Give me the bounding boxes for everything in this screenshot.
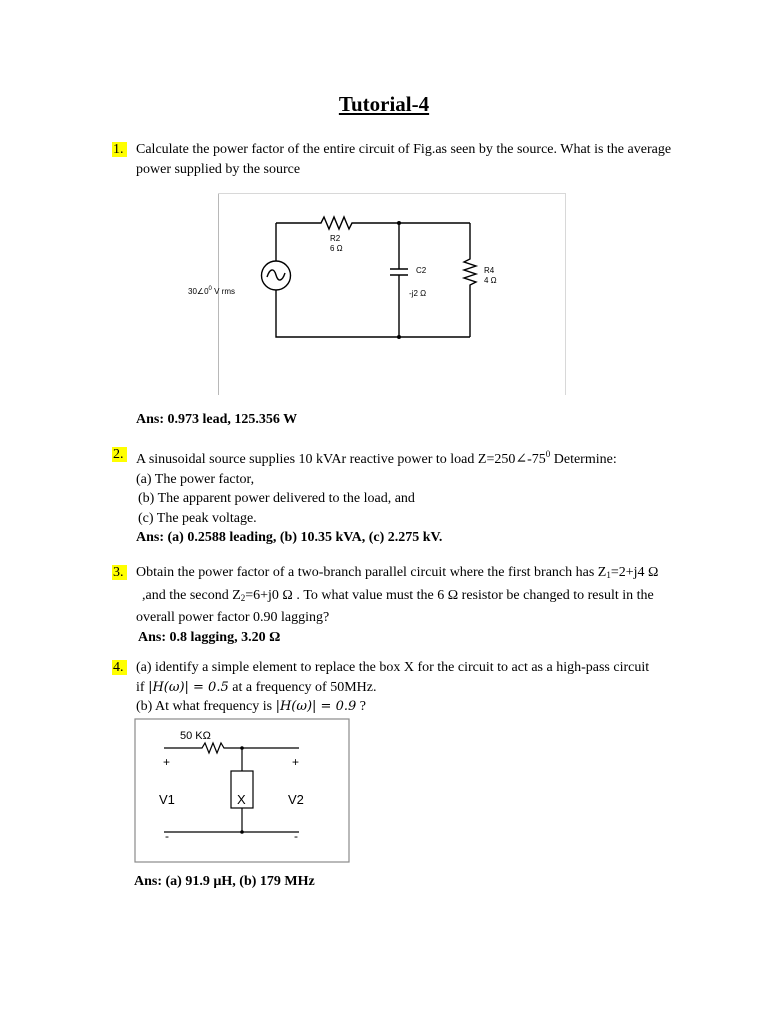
plus-left-label: + (163, 755, 171, 769)
question-3 (112, 563, 127, 583)
circuit-figure-4 (134, 718, 350, 863)
r2-value-label: 6 Ω (330, 244, 343, 253)
question-line: A sinusoidal source supplies 10 kVAr reactive power to load $Z=250\angle-75^0$ Determine: (136, 449, 617, 467)
box-x-label: X (237, 792, 246, 807)
question-number: 1. (112, 142, 127, 157)
c2-name-label: C2 (416, 266, 427, 275)
page-title: Tutorial-4 (338, 92, 430, 116)
minus-right-label: - (294, 829, 298, 843)
resistor-label: 50 KΩ (180, 730, 211, 742)
question-line: if |H(ω)| = 0.5 at a frequency of 50MHz. (136, 679, 377, 695)
node-dot (240, 830, 244, 834)
answer-2: Ans: (a) 0.2588 leading, (b) 10.35 kVA, (c) 2.275 kV. (136, 530, 443, 545)
question-line: (a) identify a simple element to replace the box X for the circuit to act as a high-pass circuit (136, 660, 650, 675)
v1-label: V1 (159, 792, 175, 807)
plus-right-label: + (292, 755, 300, 769)
question-line: Obtain the power factor of a two-branch parallel circuit where the first branch has $Z_1=2+j4$ Ω (136, 565, 659, 580)
c2-value-label: -j2 Ω (409, 289, 427, 298)
question-2-text (136, 445, 696, 548)
question-part-a: (a) The power factor, (136, 471, 255, 487)
node-dot (397, 221, 401, 225)
math-expression: |H(ω)| = 0.9 (275, 699, 357, 714)
node-dot (397, 335, 401, 339)
math-expression: |H(ω)| = 0.5 (148, 679, 229, 695)
question-part-b: (b) The apparent power delivered to the load, and (138, 491, 415, 506)
question-2 (112, 445, 127, 465)
r2-name-label: R2 (330, 234, 341, 243)
question-line: Calculate the power factor of the entire circuit of Fig.as seen by the source. What is the average (136, 142, 672, 157)
question-4-text (136, 658, 716, 717)
question-1 (112, 140, 127, 160)
question-number: 3. (112, 565, 127, 580)
r4-value-label: 4 Ω (484, 276, 497, 285)
question-line: power supplied by the source (136, 161, 301, 177)
question-1-text (136, 140, 696, 179)
question-line: overall power factor 0.90 lagging? (136, 610, 330, 625)
answer-3: Ans: 0.8 lagging, 3.20 Ω (138, 629, 281, 645)
question-line: ,and the second $Z_2=6+j0$ Ω . To what value must the 6 Ω resistor be changed to result in the (142, 587, 654, 603)
answer-1: Ans: 0.973 lead, 125.356 W (136, 412, 298, 427)
node-dot (240, 746, 244, 750)
minus-left-label: - (165, 829, 169, 843)
circuit-figure-1 (188, 193, 566, 395)
question-4 (112, 658, 127, 678)
question-number: 2. (112, 447, 127, 462)
source-label: $30\angle 0^0$ V rms (188, 286, 235, 296)
question-3-text (136, 563, 696, 647)
question-line: (b) At what frequency is |H(ω)| = 0.9 ? (136, 699, 366, 714)
answer-4: Ans: (a) 91.9 µH, (b) 179 MHz (134, 874, 315, 889)
v2-label: V2 (288, 792, 304, 807)
r4-name-label: R4 (484, 266, 495, 275)
question-number: 4. (112, 660, 127, 675)
question-part-c: (c) The peak voltage. (138, 510, 257, 526)
